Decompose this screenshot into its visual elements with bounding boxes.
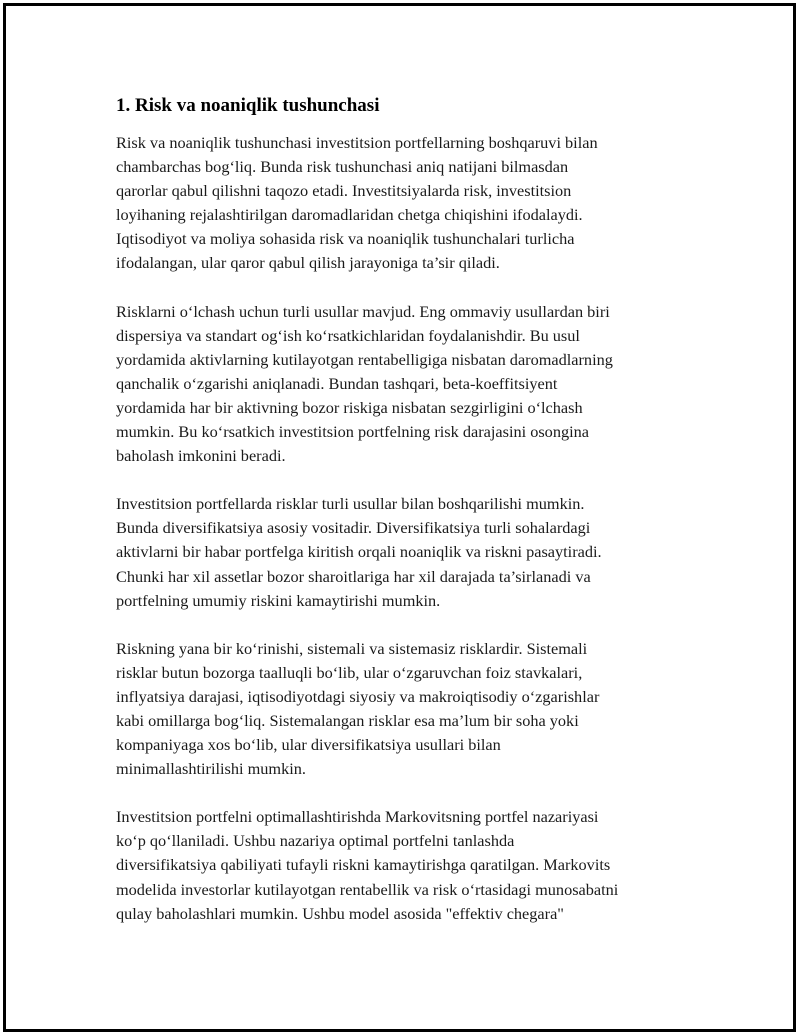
paragraph-line: Riskning yana bir ko‘rinishi, sistemali va sistemasiz risklardir. Sistemali <box>116 638 588 658</box>
paragraph-line: Bunda diversifikatsiya asosiy vositadir. Diversifikatsiya turli sohalardagi <box>116 518 591 538</box>
paragraph-line: minimallashtirilishi mumkin. <box>116 759 306 779</box>
document-body <box>116 94 706 950</box>
paragraph-line: mumkin. Bu ko‘rsatkich investitsion portfelning risk darajasini osongina <box>116 422 589 442</box>
section-heading: 1. Risk va noaniqlik tushunchasi <box>116 95 380 116</box>
paragraph-line: kabi omillarga bog‘liq. Sistemalangan risklar esa ma’lum bir soha yoki <box>116 710 579 730</box>
paragraph-line: diversifikatsiya qabiliyati tufayli riskni kamaytirishga qaratilgan. Markovits <box>116 855 611 875</box>
paragraph-line: Iqtisodiyot va moliya sohasida risk va noaniqlik tushunchalari turlicha <box>116 229 575 249</box>
paragraph-2 <box>116 300 706 469</box>
paragraph-line: ko‘p qo‘llaniladi. Ushbu nazariya optimal portfelni tanlashda <box>116 831 515 851</box>
paragraph-line: Risk va noaniqlik tushunchasi investitsion portfellarning boshqaruvi bilan <box>116 133 598 152</box>
paragraph-line: Investitsion portfellarda risklar turli usullar bilan boshqarilishi mumkin. <box>116 494 585 514</box>
paragraph-3 <box>116 492 706 612</box>
paragraph-5 <box>116 805 706 925</box>
paragraph-line: qanchalik o‘zgarishi aniqlanadi. Bundan tashqari, beta-koeffitsiyent <box>116 373 558 393</box>
paragraph-line: aktivlarni bir habar portfelga kiritish orqali noaniqlik va riskni pasaytiradi. <box>116 542 602 562</box>
paragraph-line: qulay baholashlari mumkin. Ushbu model asosida "effektiv chegara" <box>116 903 564 923</box>
paragraph-line: kompaniyaga xos bo‘lib, ular diversifikatsiya usullari bilan <box>116 735 501 755</box>
paragraph-line: inflyatsiya darajasi, iqtisodiyotdagi siyosiy va makroiqtisodiy o‘zgarishlar <box>116 686 600 706</box>
paragraph-line: yordamida har bir aktivning bozor riskiga nisbatan sezgirligini o‘lchash <box>116 397 583 417</box>
paragraph-line: baholash imkonini beradi. <box>116 446 286 466</box>
paragraph-line: modelida investorlar kutilayotgan rentabellik va risk o‘rtasidagi munosabatni <box>116 879 619 899</box>
paragraph-line: Chunki har xil assetlar bozor sharoitlariga har xil darajada ta’sirlanadi va <box>116 566 591 586</box>
paragraph-line: yordamida aktivlarning kutilayotgan rentabelligiga nisbatan daromadlarning <box>116 349 613 369</box>
paragraph-line: portfelning umumiy riskini kamaytirishi mumkin. <box>116 590 441 610</box>
paragraph-line: qarorlar qabul qilishni taqozo etadi. Investitsiyalarda risk, investitsion <box>116 181 572 201</box>
paragraph-line: ifodalangan, ular qaror qabul qilish jarayoniga ta’sir qiladi. <box>116 253 500 273</box>
paragraph-line: chambarchas bog‘liq. Bunda risk tushunchasi aniq natijani bilmasdan <box>116 157 569 177</box>
paragraph-4 <box>116 637 706 782</box>
paragraph-line: dispersiya va standart og‘ish ko‘rsatkichlaridan foydalanishdir. Bu usul <box>116 325 580 345</box>
paragraph-1 <box>116 131 706 276</box>
paragraph-line: loyihaning rejalashtirilgan daromadlaridan chetga chiqishini ifodalaydi. <box>116 205 583 225</box>
paragraph-line: risklar butun bozorga taalluqli bo‘lib, ular o‘zgaruvchan foiz stavkalari, <box>116 662 583 682</box>
paragraph-line: Risklarni o‘lchash uchun turli usullar mavjud. Eng ommaviy usullardan biri <box>116 301 610 321</box>
paragraph-line: Investitsion portfelni optimallashtirishda Markovitsning portfel nazariyasi <box>116 807 599 827</box>
